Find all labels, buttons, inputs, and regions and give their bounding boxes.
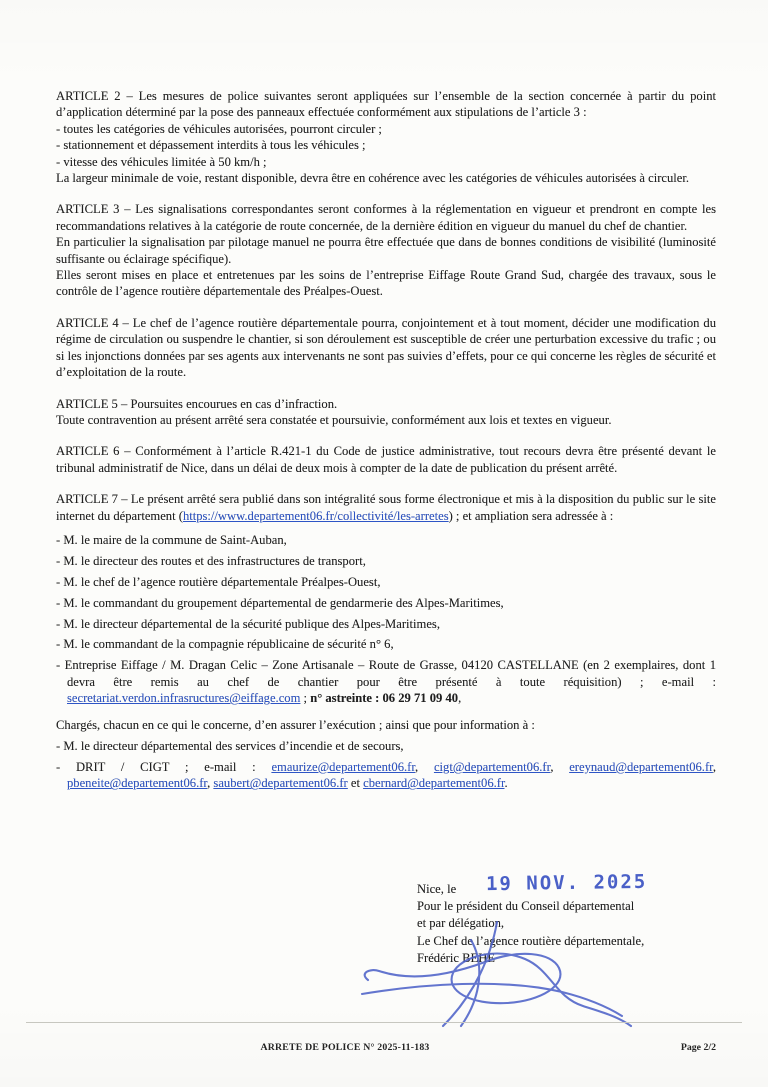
article-2-outro: La largeur minimale de voie, restant disponible, devra être en cohérence avec les catégories de véhicules autorisées à circuler.: [56, 171, 690, 186]
text-segment: ,: [712, 759, 716, 774]
text-segment: ) ; et ampliation sera adressée à :: [448, 508, 614, 523]
email-link-cigt[interactable]: cigt@departement06.fr: [433, 759, 551, 774]
eiffage-email-link[interactable]: secretariat.verdon.infrasructures@eiffage.com: [67, 691, 301, 706]
page-indicator: Page 2/2: [680, 1042, 716, 1053]
article-2-bullet-1: - toutes les catégories de véhicules autorisées, pourront circuler ;: [56, 121, 382, 136]
signature-block: [417, 870, 648, 967]
recipients-list: [56, 532, 716, 707]
text-segment: ,: [415, 759, 434, 774]
recipient-item: - M. le chef de l’agence routière départementale Préalpes-Ouest,: [56, 574, 381, 589]
document-content: [56, 88, 716, 796]
charges-item: - M. le directeur départemental des services d’incendie et de secours,: [56, 739, 404, 753]
article-4: [56, 315, 716, 381]
text-segment: ,: [207, 776, 214, 791]
text-segment: ,: [458, 691, 462, 706]
article-4-paragraph: ARTICLE 4 – Le chef de l’agence routière départementale pourra, conjointement et à tout moment, décider une modification du régime de circulation ou suspendre le chantier, si son déroulement est susceptible de créer une perturbation excessive du trafic ; ou si les injonctions données par ses agents aux intervenants ne sont pas suivies d’effets, pour ce qui concerne les règles de sécurité et d’exploitation de la route.: [56, 315, 716, 380]
article-3-paragraph-2: En particulier la signalisation par pilotage manuel ne pourra être effectuée que dans de bonnes conditions de visibilité (luminosité suffisante ou éclairage spécifique).: [56, 235, 716, 266]
recipient-item: - M. le maire de la commune de Saint-Auban,: [56, 532, 287, 547]
delegation-line-2: et par délégation,: [417, 916, 505, 931]
delegation-line-1: Pour le président du Conseil départemental: [417, 899, 635, 914]
email-link-ereynaud[interactable]: ereynaud@departement06.fr: [569, 759, 713, 774]
article-2: [56, 88, 716, 186]
charges-intro: Chargés, chacun en ce qui le concerne, d’en assurer l’exécution ; ainsi que pour information à :: [56, 717, 535, 732]
email-link-saubert[interactable]: saubert@departement06.fr: [213, 776, 348, 791]
text-segment: n° astreinte : 06 29 71 09 40: [310, 691, 459, 706]
article-3-paragraph-1: ARTICLE 3 – Les signalisations correspondantes seront conformes à la réglementation en vigueur et prendront en compte les recommandations relatives à la catégorie de route concernée, de la dernière édition en vigueur du manuel du chef de chantier.: [56, 202, 716, 233]
department-website-link[interactable]: https://www.departement06.fr/collectivité/les-arretes: [182, 508, 449, 523]
charges-item-drit: [56, 759, 716, 792]
recipient-item: - M. le directeur des routes et des infrastructures de transport,: [56, 553, 366, 568]
text-segment: - Entreprise Eiffage / M. Dragan Celic – Zone Artisanale – Route de Grasse, 04120 CASTELLANE (en 2 exemplaires, dont 1 devra être remis au chef de chantier pour être présenté à toute réquisition) ; e-mail :: [56, 658, 716, 689]
text-segment: .: [504, 776, 508, 791]
date-stamp: 19 NOV. 2025: [486, 870, 648, 896]
article-7: [56, 491, 716, 524]
email-link-emaurize[interactable]: emaurize@departement06.fr: [271, 759, 416, 774]
article-5: [56, 396, 716, 429]
email-link-pbeneite[interactable]: pbeneite@departement06.fr: [67, 776, 208, 791]
article-6-paragraph: ARTICLE 6 – Conformément à l’article R.421-1 du Code de justice administrative, tout recours devra être présenté devant le tribunal administratif de Nice, dans un délai de deux mois à compter de la date de publication du présent arrêté.: [56, 444, 716, 475]
email-link-cbernard[interactable]: cbernard@departement06.fr: [363, 776, 505, 791]
place-label: Nice, le: [417, 882, 457, 896]
article-5-paragraph: Toute contravention au présent arrêté sera constatée et poursuivie, conformément aux lois et textes en vigueur.: [56, 412, 612, 427]
recipient-item: - M. le commandant du groupement départemental de gendarmerie des Alpes-Maritimes,: [56, 595, 504, 610]
signature-stroke: [362, 984, 622, 1016]
article-6: [56, 443, 716, 476]
execution-charges: [56, 717, 716, 792]
recipient-item: - M. le commandant de la compagnie républicaine de sécurité n° 6,: [56, 637, 394, 652]
place-and-date-line: [417, 870, 648, 898]
article-3: [56, 201, 716, 299]
article-5-title-line: ARTICLE 5 – Poursuites encourues en cas d’infraction.: [56, 396, 338, 411]
article-2-intro: ARTICLE 2 – Les mesures de police suivantes seront appliquées sur l’ensemble de la section concernée à partir du point d’application déterminé par la pose des panneaux effectuée conformément aux stipulations de l’article 3 :: [56, 89, 716, 120]
text-segment: ,: [550, 759, 570, 774]
recipient-item: - M. le directeur départemental de la sécurité publique des Alpes-Maritimes,: [56, 616, 440, 631]
delegation-line-3: Le Chef de l’agence routière départementale,: [417, 933, 645, 948]
text-segment: ARTICLE 7 – Le présent arrêté sera publié dans son intégralité sous forme électronique et mis à la disposition du public sur le site internet du département (: [56, 492, 716, 523]
article-7-paragraph: [56, 491, 716, 524]
article-3-paragraph-3: Elles seront mises en place et entretenues par les soins de l’entreprise Eiffage Route Grand Sud, chargée des travaux, sous le contrôle de l’agence routière départementale des Préalpes-Ouest.: [56, 268, 716, 299]
text-segment: - DRIT / CIGT ; e-mail :: [56, 759, 272, 774]
signer-name: Frédéric BEHE: [417, 950, 495, 965]
article-2-bullet-2: - stationnement et dépassement interdits à tous les véhicules ;: [56, 138, 366, 153]
text-segment: ;: [300, 691, 311, 706]
footer-divider: [26, 1022, 742, 1023]
text-segment: et: [347, 776, 364, 791]
recipient-item-eiffage: [56, 657, 716, 706]
article-2-bullet-3: - vitesse des véhicules limitée à 50 km/h ;: [56, 154, 267, 169]
footer-reference: ARRETE DE POLICE N° 2025-11-183: [260, 1042, 430, 1053]
